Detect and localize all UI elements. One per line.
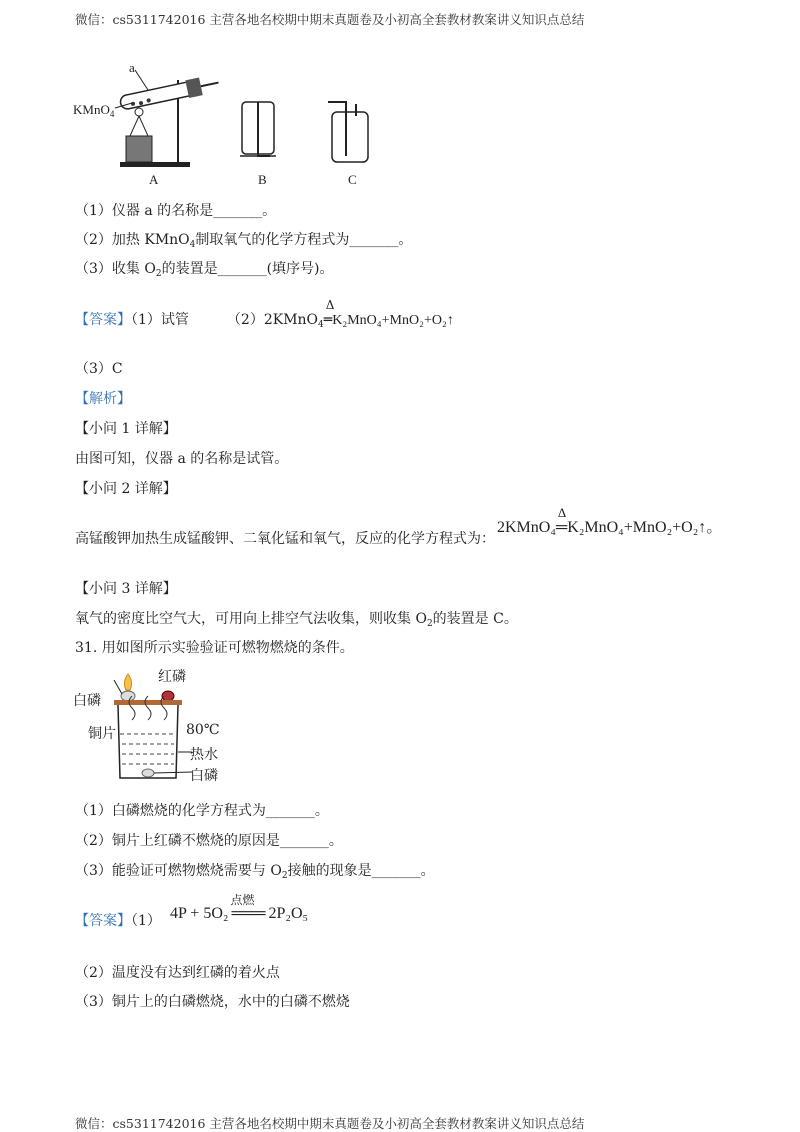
detail-1-title: 【小问 1 详解】: [75, 421, 177, 437]
q30-question-2: （2）加热 KMnO$_4$制取氧气的化学方程式为_______。: [75, 232, 413, 250]
q30-question-3: （3）收集 $O_2$的装置是_______(填序号)。: [75, 261, 334, 279]
q31-answer-3: （3）铜片上的白磷燃烧，水中的白磷不燃烧: [75, 994, 350, 1010]
label-B: B: [258, 172, 267, 187]
fig-label-copper: 铜片: [88, 726, 116, 742]
q31-question-2: （2）铜片上红磷不燃烧的原因是_______。: [75, 833, 343, 849]
label-C: C: [348, 172, 357, 187]
detail-1-text: 由图可知，仪器 a 的名称是试管。: [75, 451, 289, 467]
fig-label-white-phosphorus-top: 白磷: [73, 693, 101, 709]
apparatus-figure: [70, 58, 400, 188]
page-footer: 微信：cs5311742016 主营各地名校期中期末真题卷及小初高全套教材教案讲义知识点总结: [75, 1116, 585, 1131]
q31-question-3: （3）能验证可燃物燃烧需要与 $O_2$接触的现象是_______。: [75, 863, 435, 881]
q30-answer: 【答案】（1）试管 （2）2KMnO$_4$ Δ ═K₂MnO₄+MnO₂+O₂↑: [75, 298, 454, 330]
q31-question-1: （1）白磷燃烧的化学方程式为_______。: [75, 803, 329, 819]
label-A: A: [149, 172, 159, 187]
q31-stem: 31. 用如图所示实验验证可燃物燃烧的条件。: [75, 640, 354, 656]
fig-label-red-phosphorus: 红磷: [158, 669, 186, 685]
analysis-tag: 【解析】: [75, 391, 131, 407]
detail-3-title: 【小问 3 详解】: [75, 581, 177, 597]
page-header: 微信：cs5311742016 主营各地名校期中期末真题卷及小初高全套教材教案讲义知识点总结: [75, 12, 585, 27]
q30-question-1: （1）仪器 a 的名称是_______。: [75, 203, 277, 219]
q31-answer-equation: 4P + 5O₂ 点燃 ═══ 2P₂O₅: [170, 893, 309, 922]
detail-3-text: 氧气的密度比空气大，可用向上排空气法收集，则收集 $O_2$的装置是 C。: [75, 611, 518, 629]
q30-answer-3: （3）C: [75, 361, 123, 377]
label-kmno4: KMnO$_4$: [73, 102, 115, 119]
detail-2-text: 高锰酸钾加热生成锰酸钾、二氧化锰和氧气，反应的化学方程式为：: [75, 531, 495, 547]
fig-label-hot-water: 热水: [190, 747, 218, 763]
q31-answer-2: （2）温度没有达到红磷的着火点: [75, 965, 280, 981]
q31-answer: 【答案】（1）: [75, 913, 161, 929]
fig-label-white-phosphorus-bottom: 白磷: [190, 768, 218, 784]
label-a: a: [129, 60, 135, 75]
detail-2-equation: 2KMnO₄ Δ ═K₂MnO₄+MnO₂+O₂↑。: [497, 505, 723, 536]
detail-2-title: 【小问 2 详解】: [75, 481, 177, 497]
fig-label-temperature: 80℃: [186, 722, 220, 738]
